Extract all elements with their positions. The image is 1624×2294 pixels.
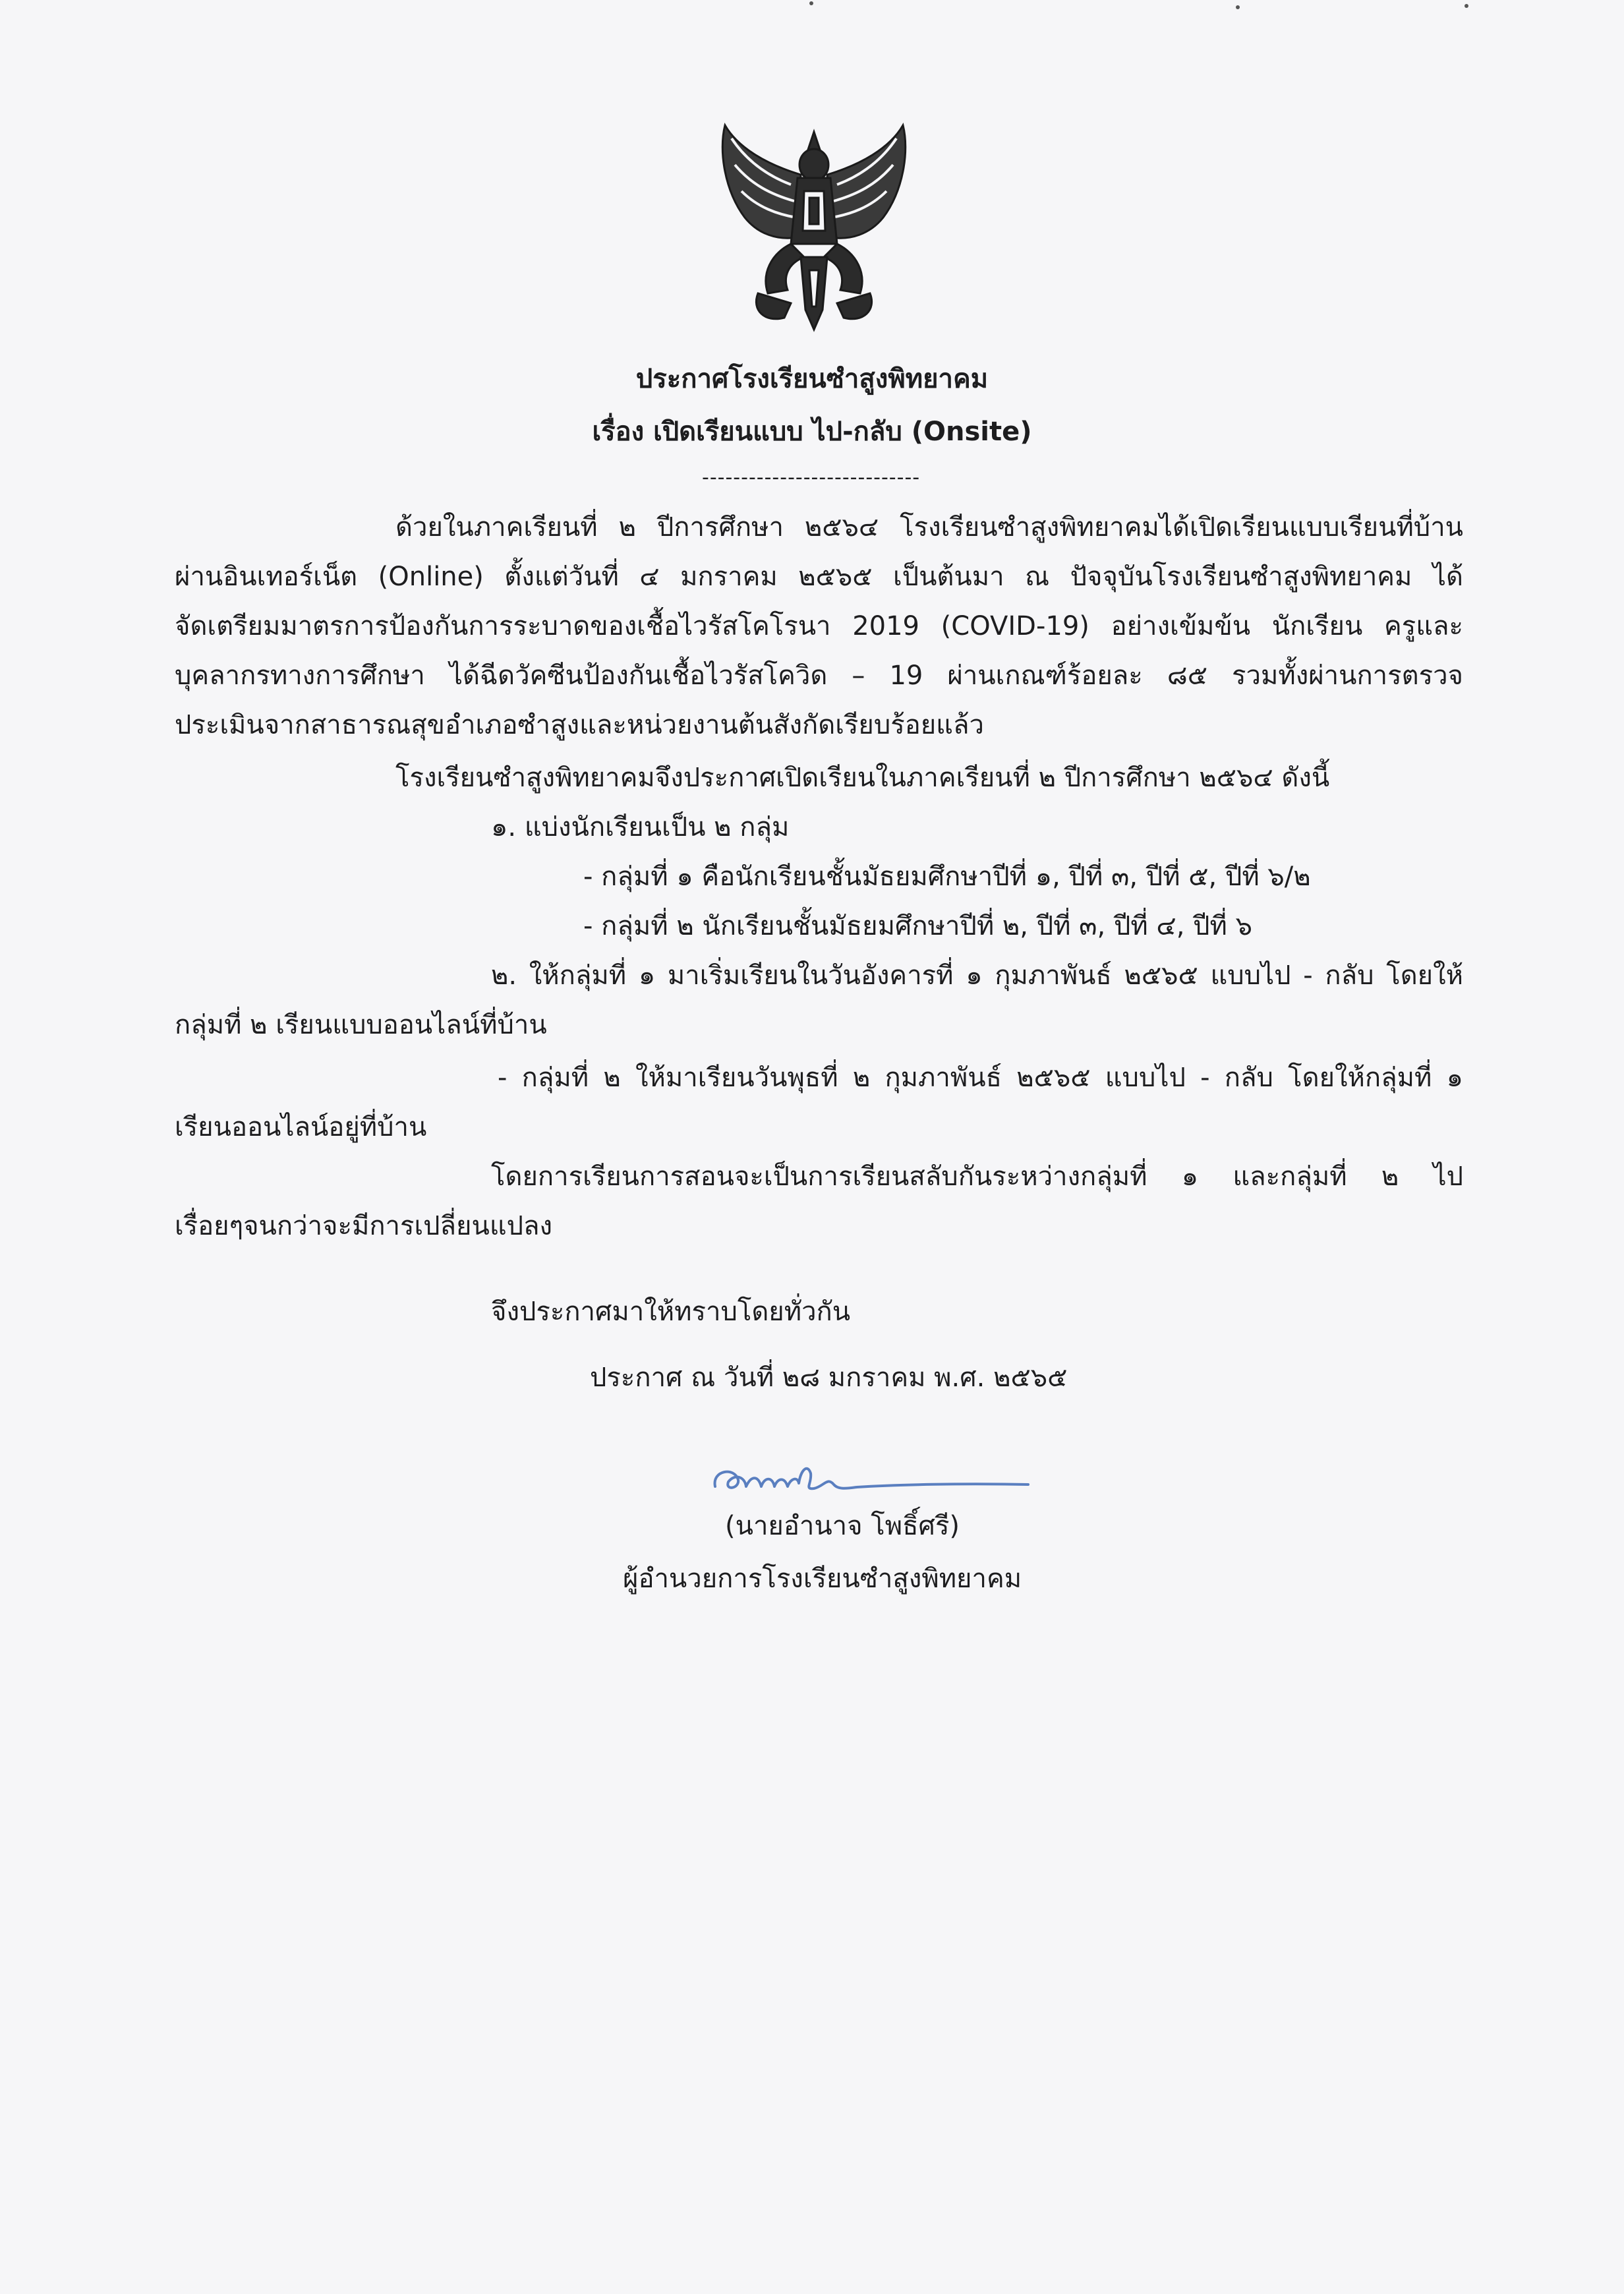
list-subitem: - กลุ่มที่ ๑ คือนักเรียนชั้นมัธยมศึกษาปีที่ ๑, ปีที่ ๓, ปีที่ ๕, ปีที่ ๖/๒: [583, 862, 1311, 892]
divider: ----------------------------: [702, 466, 921, 489]
paragraph-line: จัดเตรียมมาตรการป้องกันการระบาดของเชื้อไวรัสโคโรนา 2019 (COVID-19) อย่างเข้มข้น นักเรียน ครูและ: [175, 611, 1463, 641]
paragraph-line: ประเมินจากสาธารณสุขอำเภอซำสูงและหน่วยงานต้นสังกัดเรียบร้อยแล้ว: [175, 710, 984, 740]
paragraph-line: ด้วยในภาคเรียนที่ ๒ ปีการศึกษา ๒๕๖๔ โรงเรียนซำสูงพิทยาคมได้เปิดเรียนแบบเรียนที่บ้าน: [395, 512, 1463, 543]
scan-speck: [1236, 5, 1240, 9]
signer-title: ผู้อำนวยการโรงเรียนซำสูงพิทยาคม: [623, 1564, 1022, 1594]
announcement-subject: เรื่อง เปิดเรียนแบบ ไป-กลับ (Onsite): [592, 417, 1032, 447]
paragraph-line: ผ่านอินเทอร์เน็ต (Online) ตั้งแต่วันที่ ๔ มกราคม ๒๕๖๕ เป็นต้นมา ณ ปัจจุบันโรงเรียนซำสูงพิทยาคม ได้: [175, 562, 1463, 592]
paragraph-intro: โรงเรียนซำสูงพิทยาคมจึงประกาศเปิดเรียนในภาคเรียนที่ ๒ ปีการศึกษา ๒๕๖๔ ดังนี้: [395, 763, 1330, 793]
list-item: ๑. แบ่งนักเรียนเป็น ๒ กลุ่ม: [491, 812, 790, 842]
list-item-continuation: กลุ่มที่ ๒ เรียนแบบออนไลน์ที่บ้าน: [175, 1010, 547, 1040]
announcement-title: ประกาศโรงเรียนซำสูงพิทยาคม: [635, 364, 989, 394]
scan-speck: [809, 1, 813, 5]
signer-name: (นายอำนาจ โพธิ์ศรี): [725, 1511, 960, 1541]
garuda-emblem-icon: [705, 112, 923, 336]
announcement-date: ประกาศ ณ วันที่ ๒๘ มกราคม พ.ศ. ๒๕๖๕: [590, 1363, 1068, 1393]
list-item: ๒. ให้กลุ่มที่ ๑ มาเริ่มเรียนในวันอังคารที่ ๑ กุมภาพันธ์ ๒๕๖๕ แบบไป - กลับ โดยให้: [491, 960, 1463, 991]
scan-speck: [1464, 4, 1468, 8]
list-subitem: - กลุ่มที่ ๒ ให้มาเรียนวันพุธที่ ๒ กุมภาพันธ์ ๒๕๖๕ แบบไป - กลับ โดยให้กลุ่มที่ ๑: [498, 1063, 1463, 1093]
paragraph-line: บุคลากรทางการศึกษา ได้ฉีดวัคซีนป้องกันเชื้อไวรัสโควิด – 19 ผ่านเกณฑ์ร้อยละ ๘๕ รวมทั้งผ่านการตรวจ: [175, 661, 1463, 691]
paragraph-line: เรื่อยๆจนกว่าจะมีการเปลี่ยนแปลง: [175, 1211, 553, 1241]
list-subitem: - กลุ่มที่ ๒ นักเรียนชั้นมัธยมศึกษาปีที่ ๒, ปีที่ ๓, ปีที่ ๔, ปีที่ ๖: [583, 911, 1252, 941]
closing-announce: จึงประกาศมาให้ทราบโดยทั่วกัน: [491, 1297, 851, 1327]
list-subitem-continuation: เรียนออนไลน์อยู่ที่บ้าน: [175, 1112, 427, 1142]
paragraph-line: โดยการเรียนการสอนจะเป็นการเรียนสลับกันระหว่างกลุ่มที่ ๑ และกลุ่มที่ ๒ ไป: [491, 1162, 1463, 1192]
handwritten-signature: [699, 1450, 1035, 1510]
